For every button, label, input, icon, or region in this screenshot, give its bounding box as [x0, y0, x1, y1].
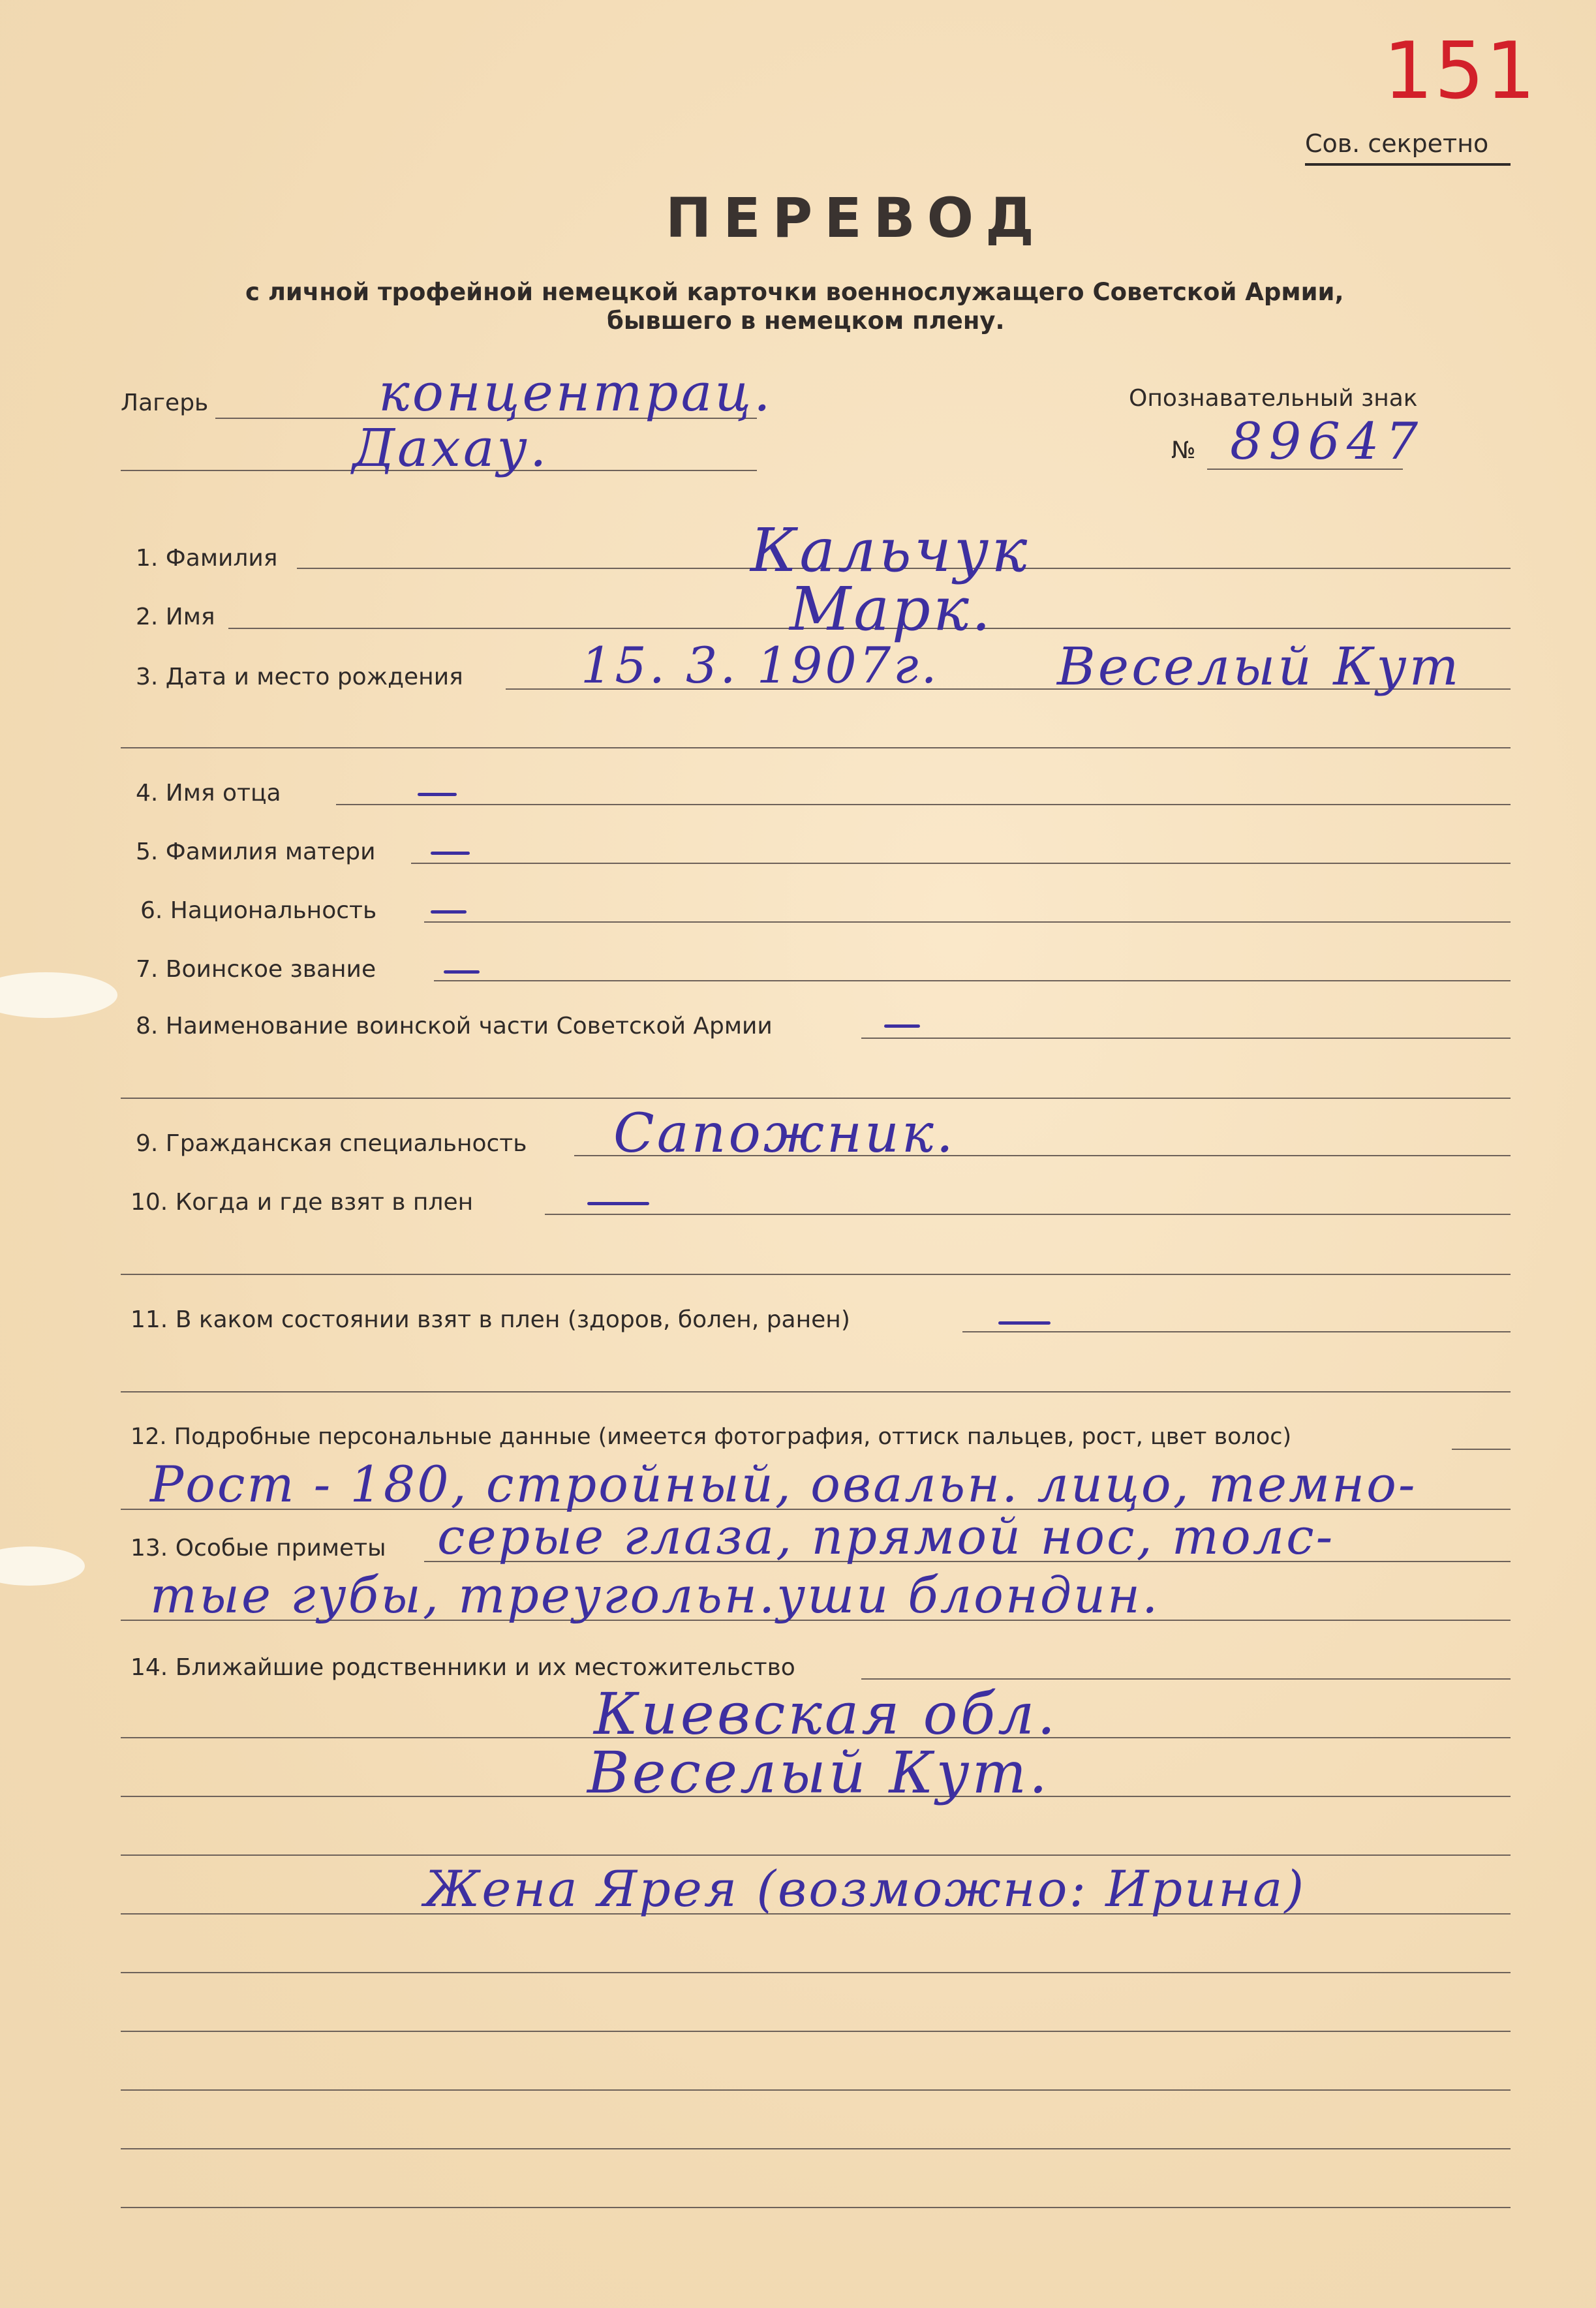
field-5-dash — [431, 852, 470, 855]
id-mark-prefix: № — [1171, 437, 1196, 464]
field-12-line — [1452, 1449, 1511, 1450]
field-1-label: 1. Фамилия — [136, 545, 278, 572]
field-13-value-2: тые губы, треугольн.уши блондин. — [150, 1566, 1160, 1624]
field-4-line — [336, 804, 1511, 805]
field-10-dash — [587, 1202, 649, 1205]
subtitle-line-2: бывшего в немецком плену. — [607, 307, 1005, 335]
classification-stamp: Сов. секретно — [1305, 129, 1489, 158]
field-3-place: Веселый Кут — [1057, 636, 1462, 697]
field-2-label: 2. Имя — [136, 604, 215, 630]
field-9-value: Сапожник. — [613, 1103, 956, 1165]
field-8-dash — [884, 1024, 920, 1028]
archive-number: 151 — [1383, 26, 1537, 117]
field-5-label: 5. Фамилия матери — [136, 839, 376, 865]
field-14-line-7 — [121, 2031, 1511, 2032]
field-10-line — [545, 1214, 1511, 1215]
field-14-line-4 — [121, 1854, 1511, 1856]
document-title: ПЕРЕВОД — [666, 186, 1046, 250]
field-8-label: 8. Наименование воинской части Советской Армии — [136, 1013, 773, 1039]
field-7-dash — [444, 970, 480, 974]
field-3-date: 15. 3. 1907г. — [581, 636, 940, 694]
field-7-line — [434, 980, 1511, 981]
field-3-label: 3. Дата и место рождения — [136, 664, 463, 690]
field-11-dash — [998, 1321, 1051, 1325]
field-10-label: 10. Когда и где взят в плен — [130, 1189, 474, 1216]
field-14-line — [861, 1678, 1511, 1680]
field-4-label: 4. Имя отца — [136, 780, 281, 807]
camp-value-1: концентрац. — [378, 362, 773, 423]
field-14-value-2: Веселый Кут. — [587, 1739, 1051, 1806]
field-11-line-2 — [121, 1391, 1511, 1392]
field-8-line-2 — [121, 1098, 1511, 1099]
field-14-line-6 — [121, 1972, 1511, 1973]
field-11-line — [962, 1331, 1511, 1332]
field-9-label: 9. Гражданская специальность — [136, 1130, 527, 1157]
field-14-value-3: Жена Ярея (возможно: Ирина) — [424, 1860, 1306, 1918]
field-13-value-1: серые глаза, прямой нос, толс- — [437, 1507, 1335, 1565]
field-2-value: Марк. — [790, 574, 994, 644]
field-8-line — [861, 1038, 1511, 1039]
field-14-label: 14. Ближайшие родственники и их местожительство — [130, 1654, 795, 1681]
punch-hole-bottom — [0, 1546, 85, 1586]
field-14-line-8 — [121, 2089, 1511, 2091]
field-1-value: Кальчук — [750, 515, 1030, 585]
field-5-line — [411, 863, 1511, 864]
field-13-label: 13. Особые приметы — [130, 1535, 386, 1562]
field-6-label: 6. Национальность — [140, 897, 377, 924]
id-mark-value: 89647 — [1230, 412, 1425, 471]
subtitle-line-1: с личной трофейной немецкой карточки военнослужащего Советской Армии, — [245, 278, 1344, 306]
field-11-label: 11. В каком состоянии взят в плен (здоров, болен, ранен) — [130, 1306, 850, 1333]
id-mark-label: Опознавательный знак — [1129, 385, 1418, 412]
field-6-line — [424, 921, 1511, 923]
camp-value-2: Дахау. — [352, 418, 549, 478]
field-12-label: 12. Подробные персональные данные (имеется фотография, оттиск пальцев, рост, цвет волос) — [130, 1424, 1292, 1450]
field-14-value-1: Киевская обл. — [594, 1680, 1058, 1747]
field-4-dash — [418, 793, 457, 796]
field-3-line-2 — [121, 747, 1511, 748]
field-7-label: 7. Воинское звание — [136, 956, 376, 983]
field-6-dash — [431, 910, 467, 914]
field-14-line-10 — [121, 2207, 1511, 2208]
punch-hole-top — [0, 972, 117, 1018]
classification-underline — [1305, 163, 1511, 166]
field-10-line-2 — [121, 1274, 1511, 1275]
camp-label: Лагерь — [121, 390, 209, 416]
field-14-line-9 — [121, 2148, 1511, 2149]
field-12-value: Рост - 180, стройный, овальн. лицо, темно- — [150, 1455, 1417, 1513]
